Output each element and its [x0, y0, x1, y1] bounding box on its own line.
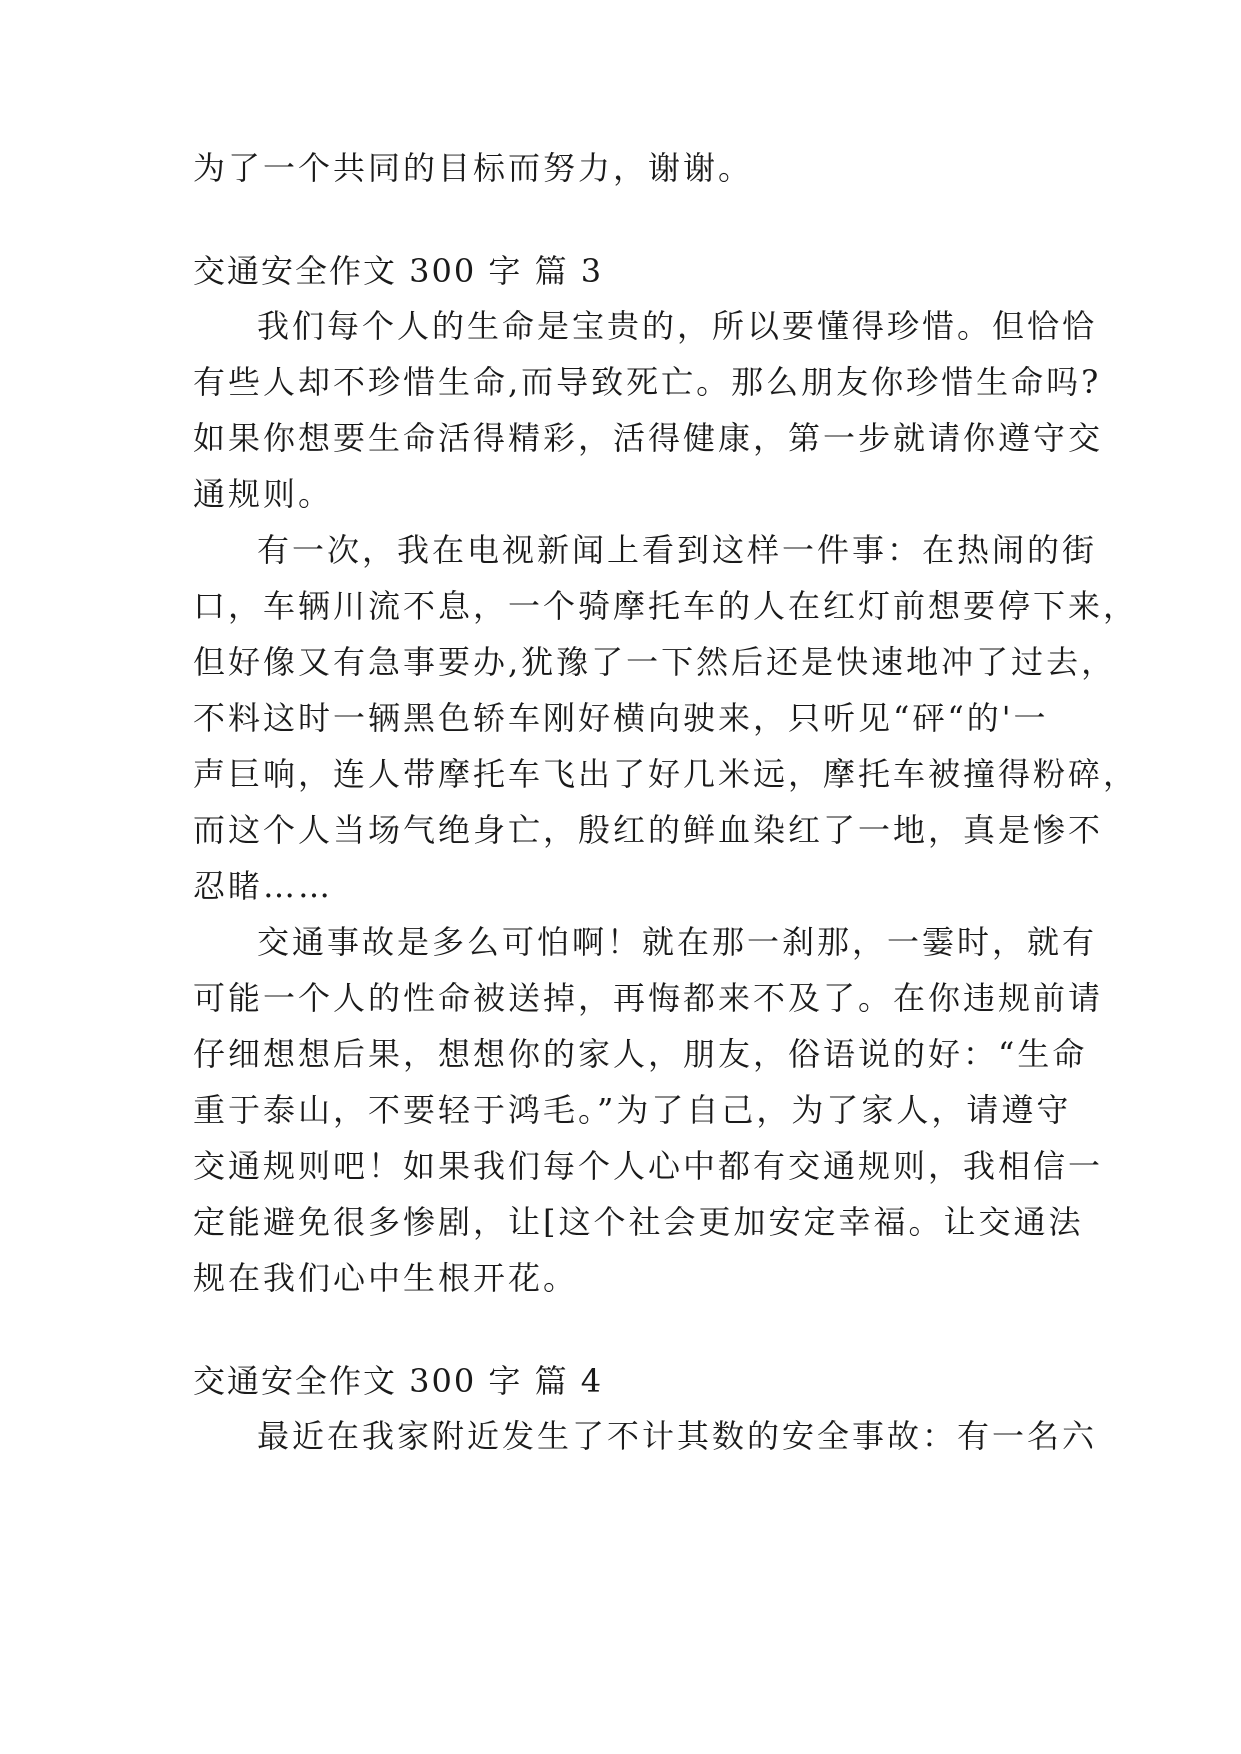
paragraph-line: 声巨响，连人带摩托车飞出了好几米远，摩托车被撞得粉碎， [193, 755, 1139, 793]
paragraph-line: 仔细想想后果，想想你的家人，朋友，俗语说的好：“生命 [193, 1035, 1088, 1073]
paragraph-line: 最近在我家附近发生了不计其数的安全事故：有一名六 [257, 1417, 1098, 1455]
paragraph-line: 交通事故是多么可怕啊！就在那一刹那，一霎时，就有 [257, 923, 1098, 961]
paragraph-line: 有一次，我在电视新闻上看到这样一件事：在热闹的街 [257, 531, 1098, 569]
section-heading-3: 交通安全作文 300 字 篇 3 [193, 252, 604, 290]
paragraph-line: 规在我们心中生根开花。 [193, 1259, 579, 1297]
closing-line: 为了一个共同的目标而努力，谢谢。 [193, 149, 754, 187]
paragraph-line: 忍睹…… [193, 867, 334, 905]
paragraph-line: 可能一个人的性命被送掉，再悔都来不及了。在你违规前请 [193, 979, 1104, 1017]
paragraph-line: 不料这时一辆黑色轿车刚好横向驶来，只听见“砰“的'一 [193, 699, 1049, 737]
paragraph-line: 如果你想要生命活得精彩，活得健康，第一步就请你遵守交 [193, 419, 1104, 457]
paragraph-line: 交通规则吧！如果我们每个人心中都有交通规则，我相信一 [193, 1147, 1104, 1185]
paragraph-line: 有些人却不珍惜生命,而导致死亡。那么朋友你珍惜生命吗? [193, 363, 1102, 401]
section-heading-4: 交通安全作文 300 字 篇 4 [193, 1362, 604, 1400]
paragraph-line: 定能避免很多惨剧，让[这个社会更加安定幸福。让交通法 [193, 1203, 1084, 1241]
paragraph-line: 口，车辆川流不息，一个骑摩托车的人在红灯前想要停下来， [193, 587, 1139, 625]
paragraph-line: 但好像又有急事要办,犹豫了一下然后还是快速地冲了过去， [193, 643, 1117, 681]
paragraph-line: 重于泰山，不要轻于鸿毛。”为了自己，为了家人，请遵守 [193, 1091, 1072, 1129]
paragraph-line: 通规则。 [193, 475, 334, 513]
paragraph-line: 我们每个人的生命是宝贵的，所以要懂得珍惜。但恰恰 [257, 307, 1098, 345]
paragraph-line: 而这个人当场气绝身亡，殷红的鲜血染红了一地，真是惨不 [193, 811, 1104, 849]
